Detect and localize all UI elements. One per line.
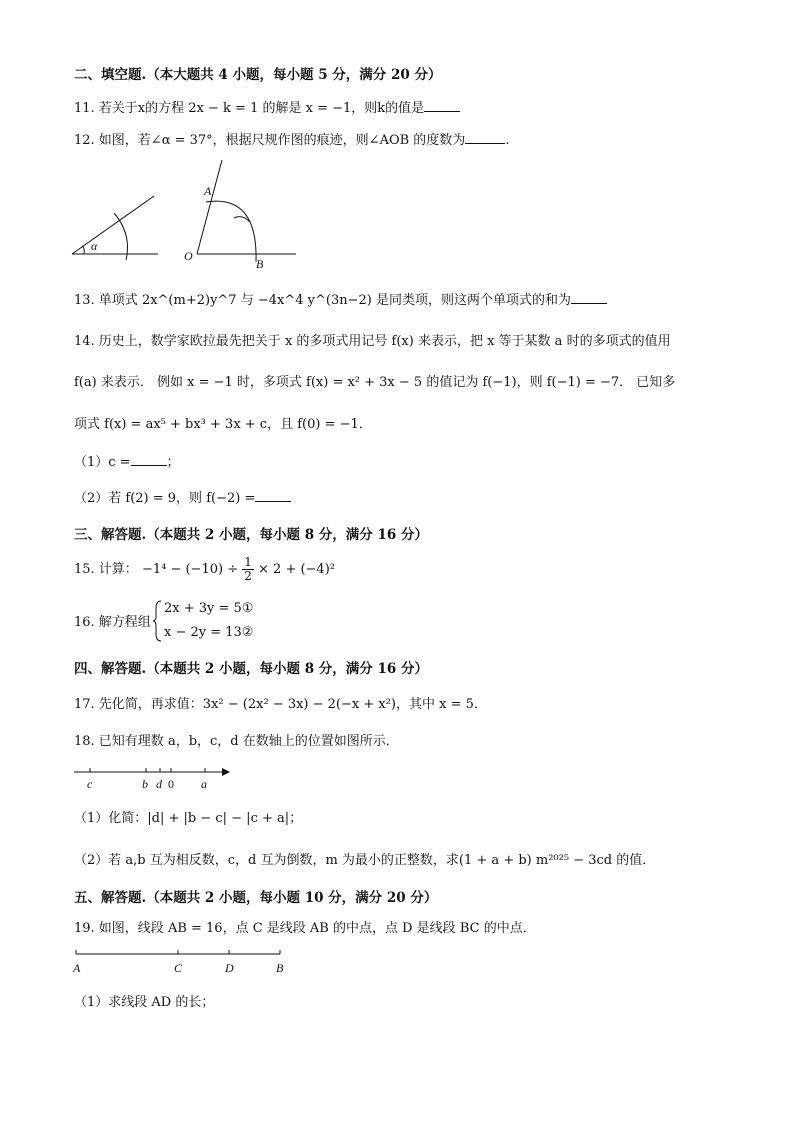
fraction xyxy=(242,556,254,583)
axis-label-b: b xyxy=(142,777,148,791)
point-d-label: D xyxy=(225,961,234,975)
question-18-part-2: （2）若 a,b 互为相反数，c，d 互为倒数，m 为最小的正整数，求(1 + a + b) m²⁰²⁵ − 3cd 的值． xyxy=(74,853,656,868)
question-19-part-1: （1）求线段 AD 的长； xyxy=(74,995,215,1010)
part-2-text: （2）若 f(2) = 9，则 f(−2) = xyxy=(74,491,256,506)
question-13-text: 13. 单项式 2x^(m+2)y^7 与 −4x^4 y^(3n−2) 是同类项，则这两个单项式的和为 xyxy=(74,293,571,308)
axis-label-zero: 0 xyxy=(168,777,174,791)
fraction-denominator: 2 xyxy=(244,569,252,583)
axis-label-d: d xyxy=(156,777,162,791)
point-a-label: A xyxy=(204,184,212,198)
question-15-expr-b: × 2 + (−4)² xyxy=(258,562,335,577)
section-title-2: 二、填空题.（本大题共 4 小题，每小题 5 分，满分 20 分） xyxy=(74,67,442,83)
question-12 xyxy=(74,131,509,150)
question-13 xyxy=(74,291,607,310)
question-14-line-3: 项式 f(x) = ax⁵ + bx³ + 3x + c，且 f(0) = −1． xyxy=(74,417,372,432)
answer-blank xyxy=(424,99,460,112)
point-b-label: B xyxy=(276,961,284,975)
brace-icon xyxy=(152,600,162,642)
question-12-text: 12. 如图，若∠α = 37°，根据尺规作图的痕迹，则∠AOB 的度数为 xyxy=(74,133,466,148)
question-15-label: 15. 计算： xyxy=(74,562,138,577)
answer-blank xyxy=(571,291,607,304)
question-16 xyxy=(74,602,151,630)
answer-blank xyxy=(255,489,291,502)
question-18: 18. 已知有理数 a，b，c，d 在数轴上的位置如图所示． xyxy=(74,734,399,749)
question-15 xyxy=(74,556,335,584)
part-1-end: ； xyxy=(166,455,180,470)
point-o-label: O xyxy=(184,249,193,263)
number-line xyxy=(70,764,235,794)
point-b-label: B xyxy=(256,257,264,271)
point-c-label: C xyxy=(174,961,183,975)
alpha-label: α xyxy=(91,239,98,253)
question-14-line-2: f(a) 来表示． 例如 x = −1 时，多项式 f(x) = x² + 3x − 5 的值记为 f(−1)，则 f(−1) = −7． 已知多 xyxy=(74,375,676,390)
section-title-3: 三、解答题.（本题共 2 小题，每小题 8 分，满分 16 分） xyxy=(74,527,428,543)
question-19: 19. 如图，线段 AB = 16，点 C 是线段 AB 的中点，点 D 是线段 BC 的中点． xyxy=(74,921,536,936)
axis-label-c: c xyxy=(87,777,93,791)
question-14-line-1: 14. 历史上，数学家欧拉最先把关于 x 的多项式用记号 f(x) 来表示，把 x 等于某数 a 时的多项式的值用 xyxy=(74,334,671,349)
question-14-part-1 xyxy=(74,453,180,472)
fraction-numerator: 1 xyxy=(244,555,252,569)
angle-figure xyxy=(66,156,306,274)
question-15-expr-a: −1⁴ − (−10) ÷ xyxy=(141,562,239,577)
axis-label-a: a xyxy=(201,777,207,791)
equation-2: x − 2y = 13② xyxy=(164,625,254,640)
answer-blank xyxy=(465,131,505,144)
question-11-text: 11. 若关于x的方程 2x − k = 1 的解是 x = −1，则k的值是 xyxy=(74,101,425,116)
section-title-4: 四、解答题.（本题共 2 小题，每小题 8 分，满分 16 分） xyxy=(74,661,428,677)
answer-blank xyxy=(131,453,167,466)
question-17: 17. 先化简，再求值：3x² − (2x² − 3x) − 2(−x + x²)，其中 x = 5． xyxy=(74,697,487,712)
part-1-text: （1）c = xyxy=(74,455,131,470)
question-12-end: . xyxy=(505,133,510,148)
question-18-part-1: （1）化简：|d| + |b − c| − |c + a|； xyxy=(74,811,303,826)
question-11 xyxy=(74,99,460,118)
section-title-5: 五、解答题.（本题共 2 小题，每小题 10 分，满分 20 分） xyxy=(74,890,438,906)
question-14-part-2 xyxy=(74,489,291,508)
point-a-label: A xyxy=(73,961,81,975)
question-16-label: 16. 解方程组 xyxy=(74,615,151,630)
equation-1: 2x + 3y = 5① xyxy=(164,601,254,616)
segment-figure xyxy=(70,946,290,978)
